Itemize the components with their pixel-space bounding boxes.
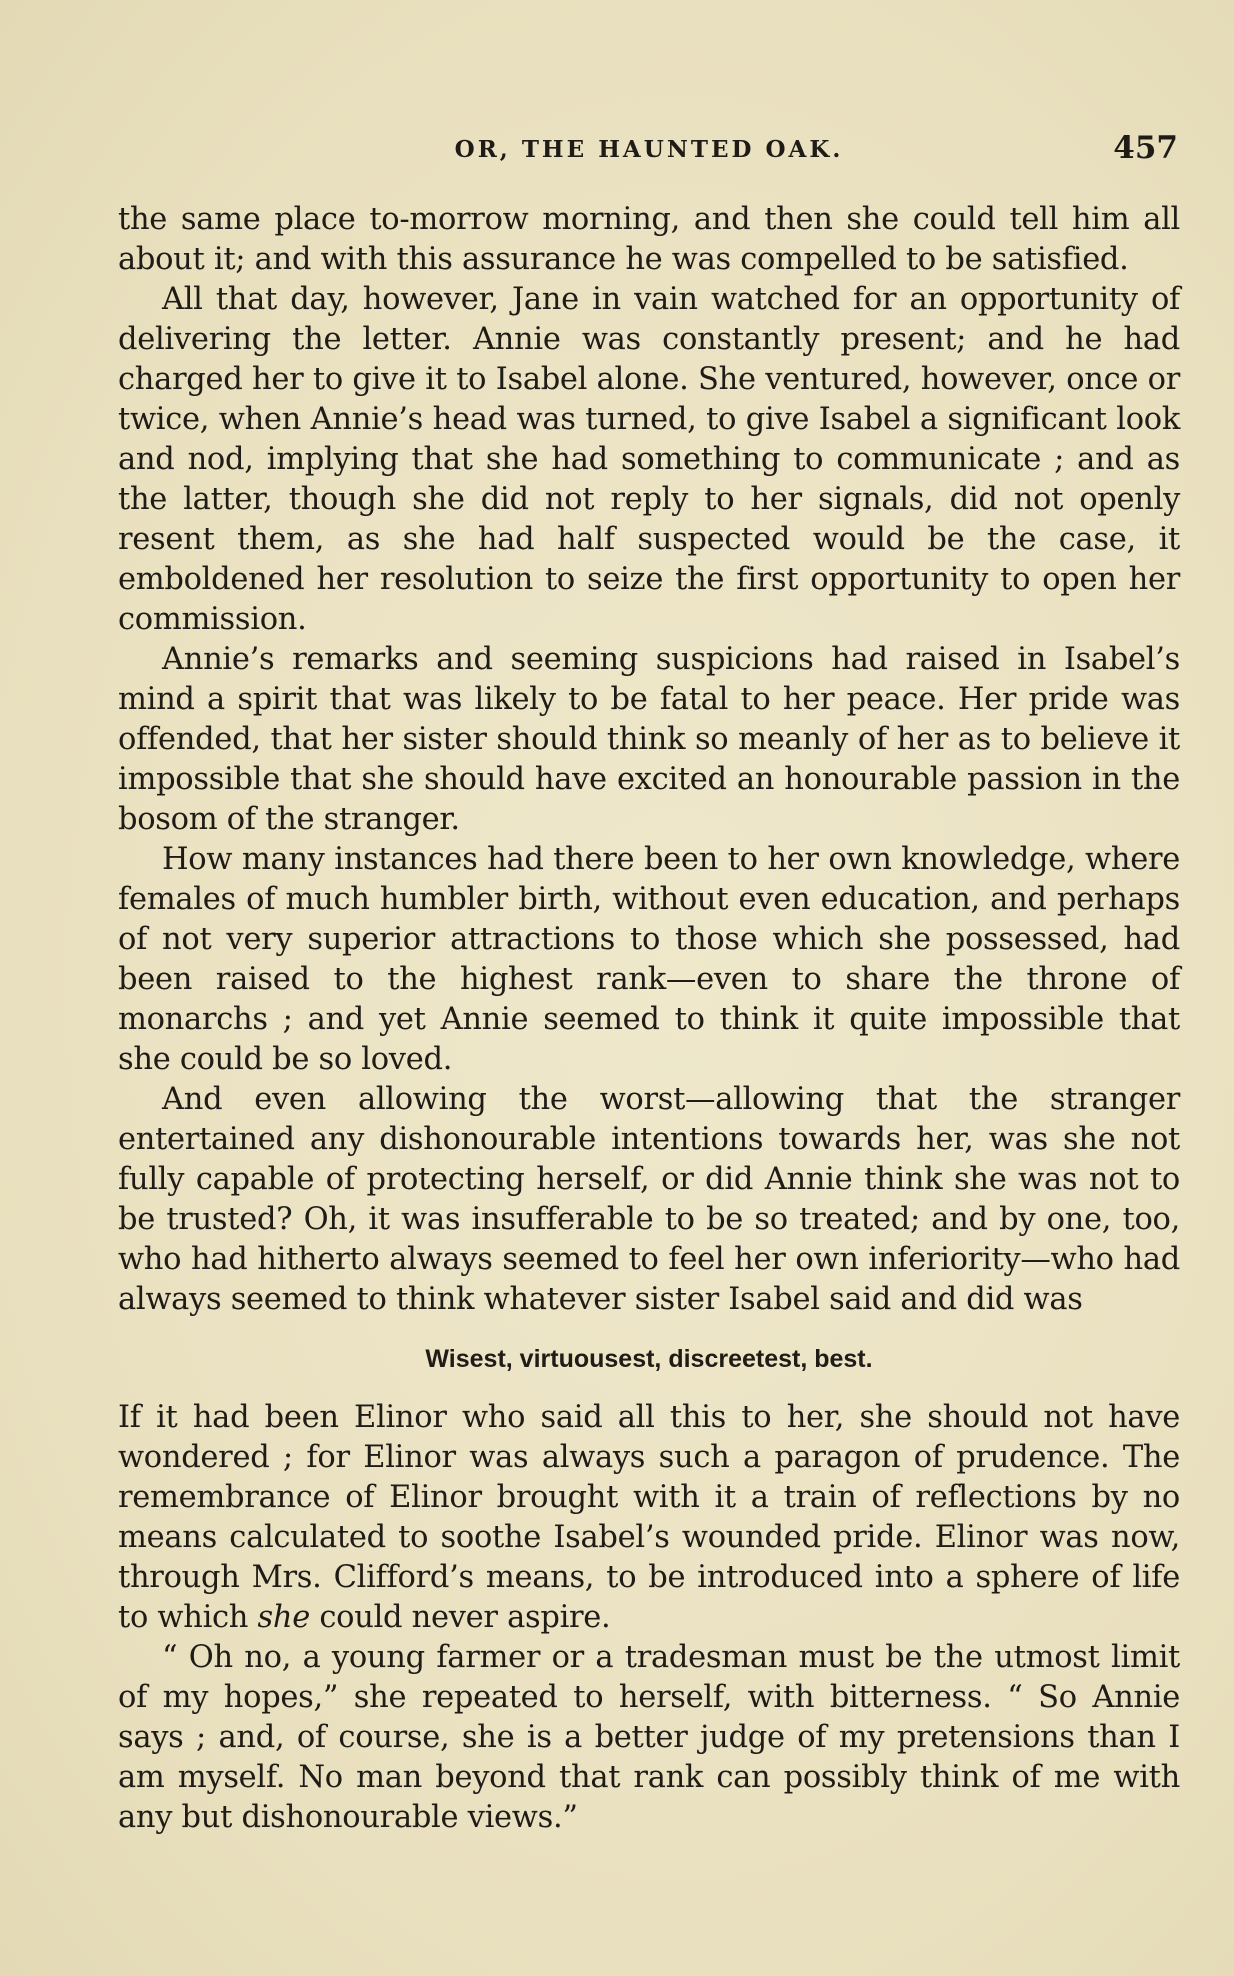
running-title: OR, THE HAUNTED OAK.: [454, 136, 844, 163]
paragraph-6-text-a: If it had been Elinor who said all this to her, she should not have wondered ; for Elinor was always such a paragon of prudence. The remembrance of Elinor brought with it a train of reflections by no means calculated to soothe Isabel’s wounded pride. Elinor was now, through Mrs. Clifford’s means, to be introduced into a sphere of life to which: [118, 1400, 1180, 1635]
paragraph-5: And even allowing the worst—allowing that the stranger entertained any dishonourable intentions towards her, was she not fully capable of protecting herself, or did Annie think she was not to be trusted? Oh, it was insufferable to be so treated; and by one, too, who had hitherto always seemed to feel her own inferiority—who had always seemed to think whatever sister Isabel said and did was: [118, 1082, 1180, 1317]
paragraph-1: the same place to-morrow morning, and then she could tell him all about it; and with this assurance he was compelled to be satisfied.: [118, 202, 1180, 277]
paragraph-7: “ Oh no, a young farmer or a tradesman must be the utmost limit of my hopes,” she repeated to herself, with bitterness. “ So Annie says ; and, of course, she is a better judge of my pretensions than I am myself. No man beyond that rank can possibly think of me with any but dishonourable views.”: [118, 1640, 1180, 1835]
paragraph-3: Annie’s remarks and seeming suspicions had raised in Isabel’s mind a spirit that was likely to be fatal to her peace. Her pride was offended, that her sister should think so meanly of her as to believe it impossible that she should have excited an honourable passion in the bosom of the stranger.: [118, 642, 1180, 837]
paragraph-6: [118, 1398, 1180, 1638]
paragraph-4: How many instances had there been to her own knowledge, where females of much humbler birth, without even education, and perhaps of not very superior attractions to those which she possessed, had been raised to the highest rank—even to share the throne of monarchs ; and yet Annie seemed to think it quite impossible that she could be so loved.: [118, 842, 1180, 1077]
verse-quotation: Wisest, virtuousest, discreetest, best.: [425, 1345, 873, 1373]
running-head: [120, 130, 1178, 170]
paragraph-6-text-b: could never aspire.: [310, 1600, 611, 1635]
page-number: 457: [1113, 130, 1178, 166]
paragraph-2: All that day, however, Jane in vain watched for an opportunity of delivering the letter. Annie was constantly present; and he had charged her to give it to Isabel alone. She ventured, however, once or twice, when Annie’s head was turned, to give Isabel a significant look and nod, implying that she had something to communicate ; and as the latter, though she did not reply to her signals, did not openly resent them, as she had half suspected would be the case, it emboldened her resolution to seize the first opportunity to open her commission.: [118, 282, 1180, 637]
body-text: [118, 200, 1180, 1838]
emphasis-she: she: [257, 1600, 310, 1635]
